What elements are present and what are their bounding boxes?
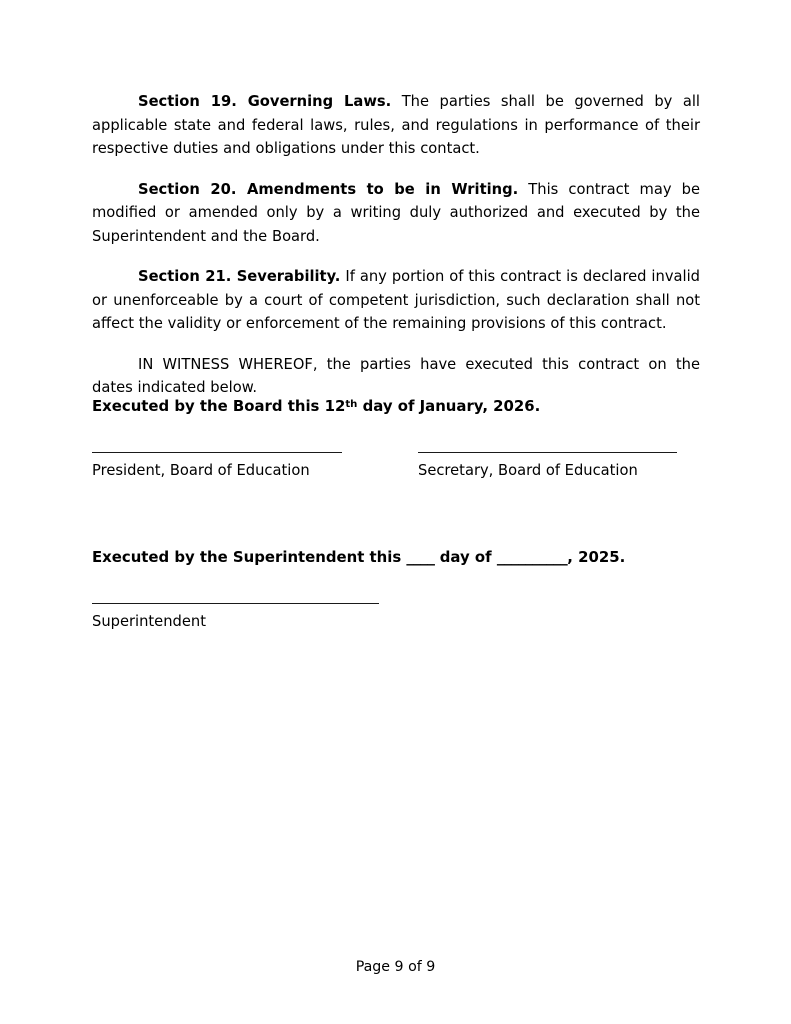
section-20-body: This contract may be modified or amended only by a writing duly authorized and executed by the Superintendent and the Board. [92,180,700,245]
paragraph-section-20 [92,178,700,249]
signature-label-president: President, Board of Education [92,462,310,479]
execution-line-board [92,395,712,417]
execution-line-superintendent [92,546,712,568]
section-20-heading: Section 20. Amendments to be in Writing. [138,180,519,198]
signature-line-president[interactable] [92,452,342,453]
signature-line-superintendent[interactable] [92,603,379,604]
page-footer [0,957,791,977]
execution-superintendent-middle: day of [434,548,497,566]
execution-superintendent-day-blank[interactable]: ____ [406,548,435,566]
paragraph-section-19 [92,90,700,161]
execution-superintendent-suffix: , 2025. [567,548,626,566]
execution-superintendent-prefix: Executed by the Superintendent this [92,548,407,566]
paragraph-section-21 [92,265,700,336]
section-21-body: If any portion of this contract is declared invalid or unenforceable by a court of competent jurisdiction, such declaration shall not affect the validity or enforcement of the remaining provisions of this contract. [92,268,700,332]
section-19-heading: Section 19. Governing Laws. [138,93,392,110]
signature-line-secretary[interactable] [418,452,677,453]
signature-field-secretary [418,452,677,482]
section-21-heading: Section 21. Severability. [138,268,341,285]
page-number-label: Page 9 of 9 [355,959,436,975]
paragraph-in-witness-whereof: IN WITNESS WHEREOF, the parties have executed this contract on the dates indicated below. [92,355,700,396]
document-body [92,90,700,417]
signature-label-superintendent: Superintendent [92,613,206,630]
signature-field-superintendent [92,603,379,633]
execution-board-ordinal-suffix: th [345,398,358,410]
execution-superintendent-month-blank[interactable]: __________ [496,548,568,566]
section-19-body: The parties shall be governed by all applicable state and federal laws, rules, and regulations in performance of their respective duties and obligations under this contact. [92,93,700,157]
signature-label-secretary: Secretary, Board of Education [418,462,638,479]
execution-board-suffix: day of January, 2026. [357,397,541,415]
signature-field-president [92,452,342,482]
execution-board-prefix: Executed by the Board this 12 [92,397,346,415]
